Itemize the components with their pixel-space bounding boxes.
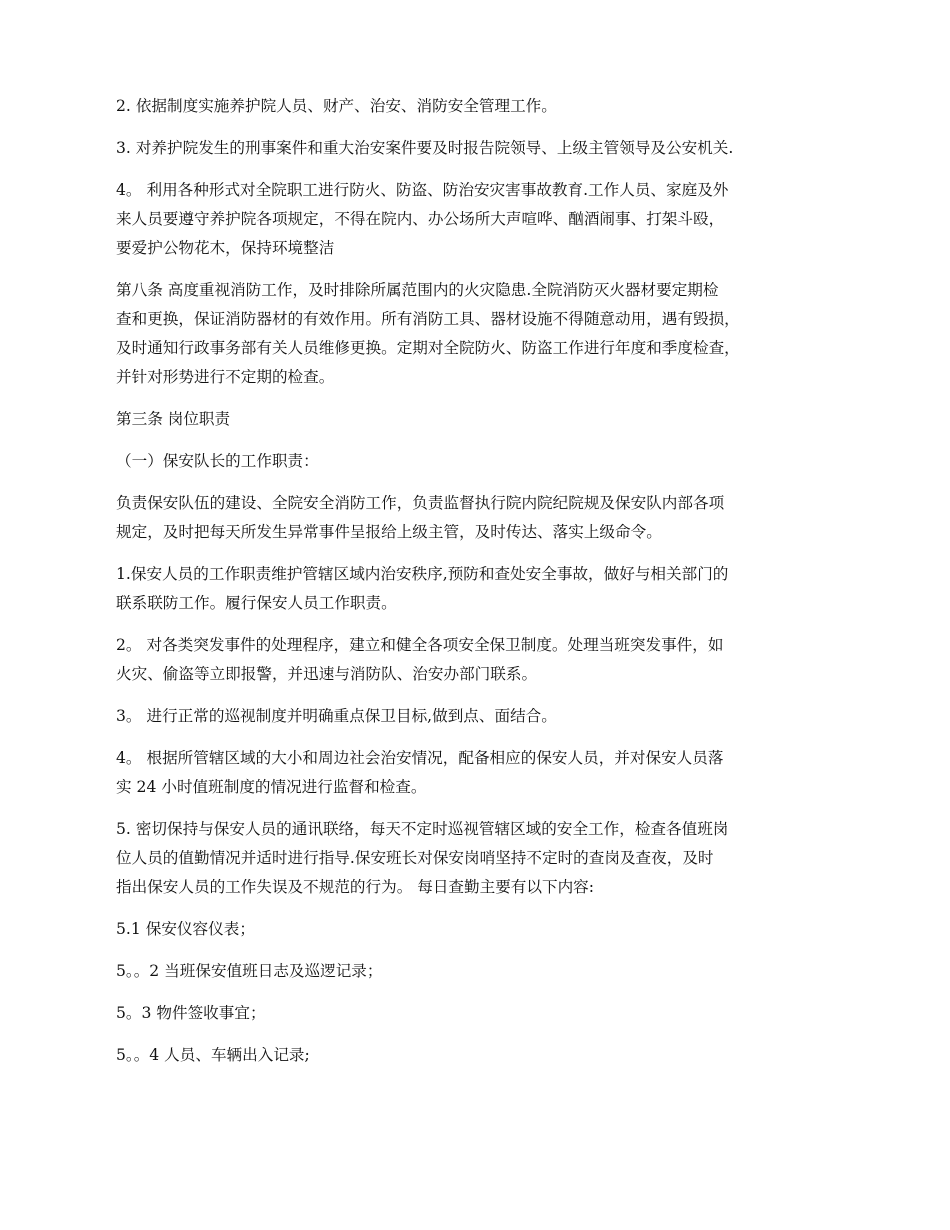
text-line: 火灾、偷盗等立即报警，并迅速与消防队、治安办部门联系。 xyxy=(116,665,538,683)
paragraph-captain-duties xyxy=(116,489,844,547)
text-line: 第八条 高度重视消防工作，及时排除所属范围内的火灾隐患.全院消防灭火器材要定期检 xyxy=(116,281,719,299)
document-page xyxy=(116,92,844,1083)
duty-item-4 xyxy=(116,744,844,802)
text-line: 及时通知行政事务部有关人员维修更换。定期对全院防火、防盗工作进行年度和季度检查， xyxy=(116,339,740,357)
text-line: 4。 利用各种形式对全院职工进行防火、防盗、防治安灾害事故教育.工作人员、家庭及外 xyxy=(116,181,729,199)
text-line: 1.保安人员的工作职责维护管辖区域内治安秩序,预防和查处安全事故，做好与相关部门的 xyxy=(116,565,729,583)
text-line: 负责保安队伍的建设、全院安全消防工作，负责监督执行院内院纪院规及保安队内部各项 xyxy=(116,494,725,512)
text-line: 4。 根据所管辖区域的大小和周边社会治安情况，配备相应的保安人员，并对保安人员落 xyxy=(116,749,724,767)
paragraph-3-report-cases xyxy=(116,134,844,163)
duty-item-5 xyxy=(116,815,844,902)
section-captain-duties-heading xyxy=(116,447,844,476)
text-line: 3。 进行正常的巡视制度并明确重点保卫目标,做到点、面结合。 xyxy=(116,707,557,725)
inspection-item-5-4 xyxy=(116,1041,844,1070)
article-8-fire-safety xyxy=(116,276,844,392)
inspection-item-5-2 xyxy=(116,957,844,986)
text-line: 并针对形势进行不定期的检查。 xyxy=(116,368,335,386)
duty-item-1 xyxy=(116,560,844,618)
duty-item-2 xyxy=(116,631,844,689)
text-line: 3. 对养护院发生的刑事案件和重大治安案件要及时报告院领导、上级主管领导及公安机关. xyxy=(116,139,734,157)
text-line: 指出保安人员的工作失误及不规范的行为。 每日查勤主要有以下内容: xyxy=(116,878,595,896)
text-line: 第三条 岗位职责 xyxy=(116,410,231,428)
text-line: 2。 对各类突发事件的处理程序，建立和健全各项安全保卫制度。处理当班突发事件，如 xyxy=(116,636,724,654)
inspection-item-5-3 xyxy=(116,999,844,1028)
text-line: 5。3 物件签收事宜； xyxy=(116,1004,266,1022)
text-line: 要爱护公物花木，保持环境整洁 xyxy=(116,239,335,257)
article-3-heading xyxy=(116,405,844,434)
text-line: 5。。2 当班保安值班日志及巡逻记录； xyxy=(116,962,383,980)
text-line: （一）保安队长的工作职责： xyxy=(116,452,319,470)
text-line: 联系联防工作。履行保安人员工作职责。 xyxy=(116,594,397,612)
paragraph-2-management xyxy=(116,92,844,121)
text-line: 5. 密切保持与保安人员的通讯联络，每天不定时巡视管辖区域的安全工作，检查各值班岗 xyxy=(116,820,729,838)
text-line: 5。。4 人员、车辆出入记录; xyxy=(116,1046,310,1064)
text-line: 查和更换，保证消防器材的有效作用。所有消防工具、器材设施不得随意动用，遇有毁损， xyxy=(116,310,740,328)
text-line: 5.1 保安仪容仪表； xyxy=(116,920,255,938)
duty-item-3 xyxy=(116,702,844,731)
text-line: 2. 依据制度实施养护院人员、财产、治安、消防安全管理工作。 xyxy=(116,97,557,115)
text-line: 规定，及时把每天所发生异常事件呈报给上级主管，及时传达、落实上级命令。 xyxy=(116,523,662,541)
text-line: 实 24 小时值班制度的情况进行监督和检查。 xyxy=(116,778,427,796)
text-line: 位人员的值勤情况并适时进行指导.保安班长对保安岗哨坚持不定时的查岗及查夜，及时 xyxy=(116,849,714,867)
text-line: 来人员要遵守养护院各项规定，不得在院内、办公场所大声喧哗、酗酒闹事、打架斗殴， xyxy=(116,210,725,228)
paragraph-4-education xyxy=(116,176,844,263)
inspection-item-5-1 xyxy=(116,915,844,944)
